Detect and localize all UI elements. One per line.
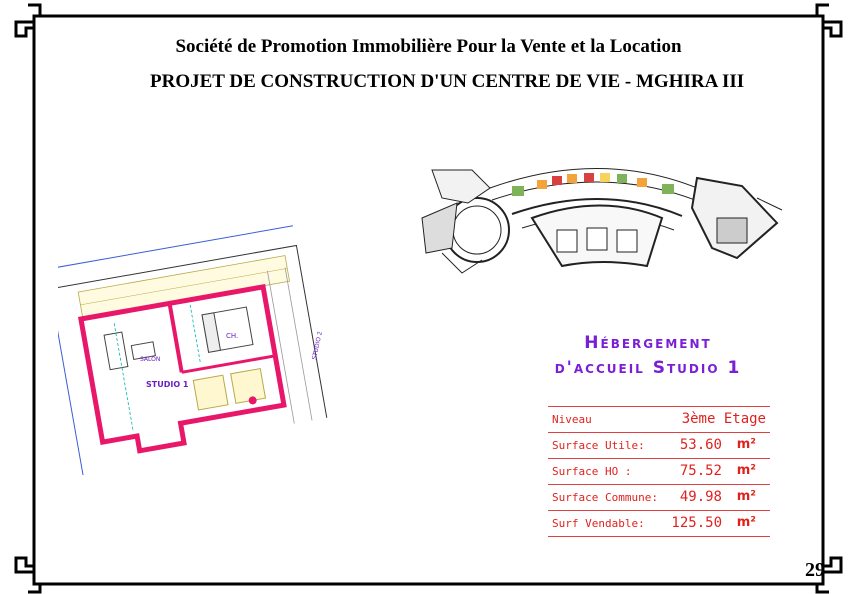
- studio-label: STUDIO 1: [146, 380, 189, 389]
- salon-label: SALON: [140, 356, 161, 363]
- spec-value: 3ème Etage: [681, 411, 766, 427]
- spec-row-saleable-area: [548, 510, 770, 537]
- spec-row-ho-area: [548, 458, 770, 484]
- unit-title-line1: Hébergement: [584, 333, 712, 353]
- spec-unit: m²: [736, 489, 756, 504]
- spec-label: Surface HO :: [552, 465, 632, 478]
- spec-row-level: [548, 406, 770, 432]
- spec-value: 75.52: [679, 463, 722, 479]
- project-title: PROJET DE CONSTRUCTION D'UN CENTRE DE VIE - MGHIRA III: [150, 71, 745, 92]
- spec-value: 53.60: [679, 437, 722, 453]
- spec-label: Niveau: [552, 413, 592, 426]
- building-key-plan: [412, 158, 787, 283]
- specs-table: [548, 406, 770, 537]
- company-name: Société de Promotion Immobilière Pour la Vente et la Location: [175, 36, 682, 57]
- spec-unit: m²: [736, 437, 756, 452]
- studio-floor-plan: [58, 225, 328, 475]
- spec-row-useful-area: [548, 432, 770, 458]
- spec-label: Surface Utile:: [552, 439, 645, 452]
- unit-title-line2: d'accueil Studio 1: [554, 358, 742, 378]
- page-number: 29: [805, 559, 825, 581]
- spec-unit: m²: [736, 463, 756, 478]
- spec-value: 125.50: [671, 515, 722, 531]
- studio-side-label: STUDIO 2: [311, 330, 324, 361]
- spec-label: Surf Vendable:: [552, 517, 645, 530]
- spec-value: 49.98: [679, 489, 722, 505]
- spec-row-common-area: [548, 484, 770, 510]
- chambre-label: CH.: [226, 332, 239, 340]
- spec-label: Surface Commune:: [552, 491, 658, 504]
- spec-unit: m²: [736, 515, 756, 530]
